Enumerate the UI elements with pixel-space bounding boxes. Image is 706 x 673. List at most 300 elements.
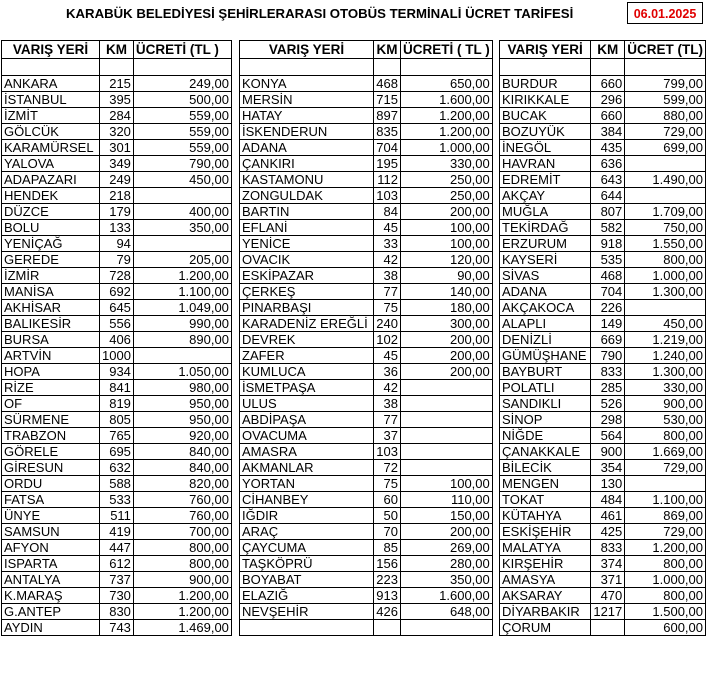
km-cell: 130 <box>591 476 625 492</box>
km-cell: 349 <box>100 156 134 172</box>
fare-cell: 1.490,00 <box>625 172 706 188</box>
destination-cell: G.ANTEP <box>2 604 100 620</box>
fare-cell: 890,00 <box>133 332 231 348</box>
km-cell: 79 <box>100 252 134 268</box>
table-row <box>500 444 706 460</box>
header-km: KM <box>100 41 134 59</box>
date-badge: 06.01.2025 <box>627 2 703 24</box>
destination-cell: ZAFER <box>240 348 374 364</box>
km-cell: 77 <box>374 412 401 428</box>
fare-cell: 559,00 <box>133 108 231 124</box>
fare-cell: 760,00 <box>133 492 231 508</box>
fare-cell: 120,00 <box>401 252 493 268</box>
km-cell: 582 <box>591 220 625 236</box>
table-row <box>500 508 706 524</box>
table-row <box>500 588 706 604</box>
spacer-cell <box>591 59 625 76</box>
destination-cell: OVACIK <box>240 252 374 268</box>
fare-cell: 1.709,00 <box>625 204 706 220</box>
km-cell: 33 <box>374 236 401 252</box>
table-row <box>2 540 232 556</box>
table-row <box>2 140 232 156</box>
fare-cell: 980,00 <box>133 380 231 396</box>
table-row <box>2 412 232 428</box>
km-cell: 38 <box>374 268 401 284</box>
fare-cell: 880,00 <box>625 108 706 124</box>
destination-cell: MANİSA <box>2 284 100 300</box>
destination-cell: GEREDE <box>2 252 100 268</box>
fare-cell: 200,00 <box>401 348 493 364</box>
km-cell: 218 <box>100 188 134 204</box>
destination-cell: BURDUR <box>500 76 591 92</box>
fare-cell: 1.000,00 <box>625 268 706 284</box>
fare-cell: 790,00 <box>133 156 231 172</box>
table-row <box>2 556 232 572</box>
destination-cell: İSTANBUL <box>2 92 100 108</box>
destination-cell: FATSA <box>2 492 100 508</box>
destination-cell: OVACUMA <box>240 428 374 444</box>
fare-cell: 200,00 <box>401 364 493 380</box>
table-row <box>2 620 232 636</box>
km-cell: 819 <box>100 396 134 412</box>
km-cell: 660 <box>591 76 625 92</box>
km-cell: 692 <box>100 284 134 300</box>
destination-cell: TEKİRDAĞ <box>500 220 591 236</box>
fare-cell <box>625 156 706 172</box>
km-cell: 913 <box>374 588 401 604</box>
destination-cell: KUMLUCA <box>240 364 374 380</box>
destination-cell: İSMETPAŞA <box>240 380 374 396</box>
table-row <box>2 268 232 284</box>
destination-cell: SANDIKLI <box>500 396 591 412</box>
destination-cell: ZONGULDAK <box>240 188 374 204</box>
km-cell: 419 <box>100 524 134 540</box>
fare-cell: 200,00 <box>401 332 493 348</box>
fare-cell: 1.200,00 <box>133 268 231 284</box>
table-row <box>500 348 706 364</box>
table-row <box>2 348 232 364</box>
spacer-cell <box>401 59 493 76</box>
fare-cell: 250,00 <box>401 188 493 204</box>
fare-cell: 1.000,00 <box>625 572 706 588</box>
fare-cell <box>133 188 231 204</box>
fare-cell: 800,00 <box>133 540 231 556</box>
destination-cell <box>240 620 374 636</box>
km-cell: 374 <box>591 556 625 572</box>
fare-cell <box>401 412 493 428</box>
destination-cell: ANKARA <box>2 76 100 92</box>
destination-cell: BOZUYÜK <box>500 124 591 140</box>
km-cell: 900 <box>591 444 625 460</box>
fare-cell: 90,00 <box>401 268 493 284</box>
table-row <box>240 204 493 220</box>
table-row <box>240 236 493 252</box>
km-cell: 468 <box>374 76 401 92</box>
fare-cell: 650,00 <box>401 76 493 92</box>
destination-cell: TAŞKÖPRÜ <box>240 556 374 572</box>
fare-cell: 729,00 <box>625 124 706 140</box>
km-cell: 644 <box>591 188 625 204</box>
header-row <box>240 41 493 59</box>
km-cell: 149 <box>591 316 625 332</box>
fare-cell: 400,00 <box>133 204 231 220</box>
destination-cell: ORDU <box>2 476 100 492</box>
header-km: KM <box>374 41 401 59</box>
destination-cell: BURSA <box>2 332 100 348</box>
table-row <box>500 412 706 428</box>
fare-cell <box>401 396 493 412</box>
destination-cell: YALOVA <box>2 156 100 172</box>
km-cell: 737 <box>100 572 134 588</box>
fare-cell: 800,00 <box>625 588 706 604</box>
header-destination: VARIŞ YERİ <box>500 41 591 59</box>
table-row <box>500 396 706 412</box>
fare-cell: 1.300,00 <box>625 284 706 300</box>
fare-cell <box>401 444 493 460</box>
fare-cell <box>401 380 493 396</box>
table-row <box>500 268 706 284</box>
table-row <box>500 220 706 236</box>
table-row <box>500 252 706 268</box>
table-row <box>2 204 232 220</box>
fare-cell: 840,00 <box>133 460 231 476</box>
km-cell: 45 <box>374 220 401 236</box>
table-row <box>500 316 706 332</box>
destination-cell: ADAPAZARI <box>2 172 100 188</box>
table-row <box>2 396 232 412</box>
destination-cell: SİVAS <box>500 268 591 284</box>
km-cell: 298 <box>591 412 625 428</box>
km-cell <box>591 620 625 636</box>
fare-cell: 599,00 <box>625 92 706 108</box>
km-cell <box>374 620 401 636</box>
km-cell: 77 <box>374 284 401 300</box>
table-row <box>240 396 493 412</box>
table-row <box>2 92 232 108</box>
table-row <box>2 76 232 92</box>
fare-cell: 1.200,00 <box>133 588 231 604</box>
destination-cell: ESKİPAZAR <box>240 268 374 284</box>
km-cell: 84 <box>374 204 401 220</box>
destination-cell: ÇANAKKALE <box>500 444 591 460</box>
table-row <box>2 252 232 268</box>
table-row <box>2 108 232 124</box>
table-row <box>500 604 706 620</box>
table-row <box>500 476 706 492</box>
destination-cell: AKÇAY <box>500 188 591 204</box>
fare-cell: 1.100,00 <box>133 284 231 300</box>
km-cell: 36 <box>374 364 401 380</box>
table-row <box>240 92 493 108</box>
fare-cell: 920,00 <box>133 428 231 444</box>
destination-cell: KIRŞEHİR <box>500 556 591 572</box>
fare-cell: 559,00 <box>133 140 231 156</box>
km-cell: 830 <box>100 604 134 620</box>
destination-cell: ÇANKIRI <box>240 156 374 172</box>
table-row <box>240 332 493 348</box>
table-row <box>2 604 232 620</box>
table-row <box>500 284 706 300</box>
table-row <box>240 172 493 188</box>
header-fare: ÜCRET (TL) <box>625 41 706 59</box>
destination-cell: AKMANLAR <box>240 460 374 476</box>
destination-cell: MALATYA <box>500 540 591 556</box>
destination-cell: SİNOP <box>500 412 591 428</box>
fare-cell: 205,00 <box>133 252 231 268</box>
table-row <box>240 444 493 460</box>
fare-cell: 100,00 <box>401 220 493 236</box>
destination-cell: KONYA <box>240 76 374 92</box>
fare-cell: 100,00 <box>401 476 493 492</box>
spacer-row <box>2 59 232 76</box>
destination-cell: GÖRELE <box>2 444 100 460</box>
fare-cell: 350,00 <box>133 220 231 236</box>
fare-cell: 110,00 <box>401 492 493 508</box>
destination-cell: DİYARBAKIR <box>500 604 591 620</box>
km-cell: 354 <box>591 460 625 476</box>
destination-cell: ARAÇ <box>240 524 374 540</box>
km-cell: 215 <box>100 76 134 92</box>
fare-cell: 1.240,00 <box>625 348 706 364</box>
table-row <box>2 284 232 300</box>
destination-cell: TRABZON <box>2 428 100 444</box>
destination-cell: ANTALYA <box>2 572 100 588</box>
km-cell: 669 <box>591 332 625 348</box>
table-row <box>240 316 493 332</box>
km-cell: 85 <box>374 540 401 556</box>
km-cell: 833 <box>591 540 625 556</box>
destination-cell: GÖLCÜK <box>2 124 100 140</box>
table-row <box>2 124 232 140</box>
fare-table-1 <box>1 40 232 636</box>
km-cell: 660 <box>591 108 625 124</box>
destination-cell: GİRESUN <box>2 460 100 476</box>
destination-cell: SÜRMENE <box>2 412 100 428</box>
km-cell: 384 <box>591 124 625 140</box>
km-cell: 1000 <box>100 348 134 364</box>
destination-cell: İZMİR <box>2 268 100 284</box>
fare-cell: 200,00 <box>401 524 493 540</box>
fare-cell: 900,00 <box>625 396 706 412</box>
table-row <box>240 284 493 300</box>
table-row <box>240 540 493 556</box>
destination-cell: ÜNYE <box>2 508 100 524</box>
fare-cell: 800,00 <box>625 428 706 444</box>
destination-cell: KAYSERİ <box>500 252 591 268</box>
table-row <box>500 188 706 204</box>
destination-cell: İNEGÖL <box>500 140 591 156</box>
km-cell: 511 <box>100 508 134 524</box>
km-cell: 743 <box>100 620 134 636</box>
table-row <box>240 140 493 156</box>
table-row <box>2 460 232 476</box>
km-cell: 435 <box>591 140 625 156</box>
destination-cell: PINARBAŞI <box>240 300 374 316</box>
fare-cell: 900,00 <box>133 572 231 588</box>
destination-cell: AMASRA <box>240 444 374 460</box>
fare-cell: 350,00 <box>401 572 493 588</box>
destination-cell: BALIKESİR <box>2 316 100 332</box>
km-cell: 70 <box>374 524 401 540</box>
fare-cell: 1.669,00 <box>625 444 706 460</box>
destination-cell: AYDIN <box>2 620 100 636</box>
km-cell: 406 <box>100 332 134 348</box>
km-cell: 645 <box>100 300 134 316</box>
spacer-row <box>500 59 706 76</box>
km-cell: 704 <box>591 284 625 300</box>
destination-cell: ULUS <box>240 396 374 412</box>
table-row <box>500 76 706 92</box>
km-cell: 42 <box>374 252 401 268</box>
destination-cell: İSKENDERUN <box>240 124 374 140</box>
destination-cell: KARAMÜRSEL <box>2 140 100 156</box>
destination-cell: ADANA <box>500 284 591 300</box>
fare-cell: 1.500,00 <box>625 604 706 620</box>
fare-cell: 1.219,00 <box>625 332 706 348</box>
km-cell: 533 <box>100 492 134 508</box>
spacer-cell <box>240 59 374 76</box>
table-row <box>240 412 493 428</box>
destination-cell: EFLANİ <box>240 220 374 236</box>
table-row <box>240 524 493 540</box>
km-cell: 461 <box>591 508 625 524</box>
table-row <box>2 476 232 492</box>
fare-cell: 800,00 <box>625 252 706 268</box>
km-cell: 75 <box>374 300 401 316</box>
fare-cell: 280,00 <box>401 556 493 572</box>
destination-cell: ESKİŞEHİR <box>500 524 591 540</box>
fare-cell: 1.200,00 <box>625 540 706 556</box>
km-cell: 45 <box>374 348 401 364</box>
km-cell: 805 <box>100 412 134 428</box>
table-row <box>240 348 493 364</box>
destination-cell: ÇORUM <box>500 620 591 636</box>
km-cell: 556 <box>100 316 134 332</box>
km-cell: 695 <box>100 444 134 460</box>
km-cell: 1217 <box>591 604 625 620</box>
km-cell: 632 <box>100 460 134 476</box>
table-row <box>2 588 232 604</box>
fare-cell <box>401 620 493 636</box>
table-row <box>2 156 232 172</box>
destination-cell: SAMSUN <box>2 524 100 540</box>
table-row <box>500 364 706 380</box>
destination-cell: K.MARAŞ <box>2 588 100 604</box>
km-cell: 897 <box>374 108 401 124</box>
fare-cell: 729,00 <box>625 460 706 476</box>
table-row <box>2 524 232 540</box>
km-cell: 37 <box>374 428 401 444</box>
fare-cell: 800,00 <box>625 556 706 572</box>
table-row <box>2 444 232 460</box>
table-row <box>240 428 493 444</box>
table-row <box>500 172 706 188</box>
fare-cell: 559,00 <box>133 124 231 140</box>
fare-cell <box>401 428 493 444</box>
spacer-cell <box>625 59 706 76</box>
table-row <box>240 300 493 316</box>
table-row <box>500 236 706 252</box>
table-row <box>240 220 493 236</box>
table-row <box>500 572 706 588</box>
km-cell: 730 <box>100 588 134 604</box>
table-row <box>2 492 232 508</box>
fare-cell: 1.200,00 <box>401 124 493 140</box>
fare-cell: 1.100,00 <box>625 492 706 508</box>
fare-table-2 <box>239 40 493 636</box>
title-row <box>0 0 706 26</box>
fare-cell: 1.300,00 <box>625 364 706 380</box>
table-row <box>240 460 493 476</box>
table-row <box>240 620 493 636</box>
km-cell: 112 <box>374 172 401 188</box>
km-cell: 72 <box>374 460 401 476</box>
km-cell: 807 <box>591 204 625 220</box>
km-cell: 226 <box>591 300 625 316</box>
fare-cell <box>401 460 493 476</box>
km-cell: 285 <box>591 380 625 396</box>
header-fare: ÜCRETİ ( TL ) <box>401 41 493 59</box>
destination-cell: POLATLI <box>500 380 591 396</box>
km-cell: 75 <box>374 476 401 492</box>
fare-cell: 750,00 <box>625 220 706 236</box>
page-title: KARABÜK BELEDİYESİ ŞEHİRLERARASI OTOBÜS TERMİNALİ ÜCRET TARİFESİ <box>66 6 574 21</box>
table-row <box>500 540 706 556</box>
destination-cell: YENİÇAĞ <box>2 236 100 252</box>
km-cell: 50 <box>374 508 401 524</box>
table-row <box>500 524 706 540</box>
fare-cell: 800,00 <box>133 556 231 572</box>
header-destination: VARIŞ YERİ <box>240 41 374 59</box>
table-row <box>240 156 493 172</box>
fare-cell: 760,00 <box>133 508 231 524</box>
km-cell: 42 <box>374 380 401 396</box>
spacer-row <box>240 59 493 76</box>
table-row <box>500 124 706 140</box>
destination-cell: HOPA <box>2 364 100 380</box>
destination-cell: DENİZLİ <box>500 332 591 348</box>
destination-cell: DEVREK <box>240 332 374 348</box>
km-cell: 103 <box>374 188 401 204</box>
destination-cell: ERZURUM <box>500 236 591 252</box>
fare-cell: 1.600,00 <box>401 588 493 604</box>
destination-cell: HENDEK <box>2 188 100 204</box>
destination-cell: HAVRAN <box>500 156 591 172</box>
fare-table-3 <box>499 40 706 636</box>
table-row <box>500 156 706 172</box>
km-cell: 643 <box>591 172 625 188</box>
spacer-cell <box>133 59 231 76</box>
table-row <box>2 188 232 204</box>
km-cell: 94 <box>100 236 134 252</box>
header-row <box>2 41 232 59</box>
destination-cell: NEVŞEHİR <box>240 604 374 620</box>
destination-cell: YENİCE <box>240 236 374 252</box>
destination-cell: EDREMİT <box>500 172 591 188</box>
fare-cell: 200,00 <box>401 204 493 220</box>
destination-cell: GÜMÜŞHANE <box>500 348 591 364</box>
destination-cell: HATAY <box>240 108 374 124</box>
km-cell: 240 <box>374 316 401 332</box>
km-cell: 636 <box>591 156 625 172</box>
destination-cell: KASTAMONU <box>240 172 374 188</box>
destination-cell: BUCAK <box>500 108 591 124</box>
header-row <box>500 41 706 59</box>
table-row <box>500 332 706 348</box>
table-row <box>2 364 232 380</box>
km-cell: 60 <box>374 492 401 508</box>
table-row <box>2 380 232 396</box>
